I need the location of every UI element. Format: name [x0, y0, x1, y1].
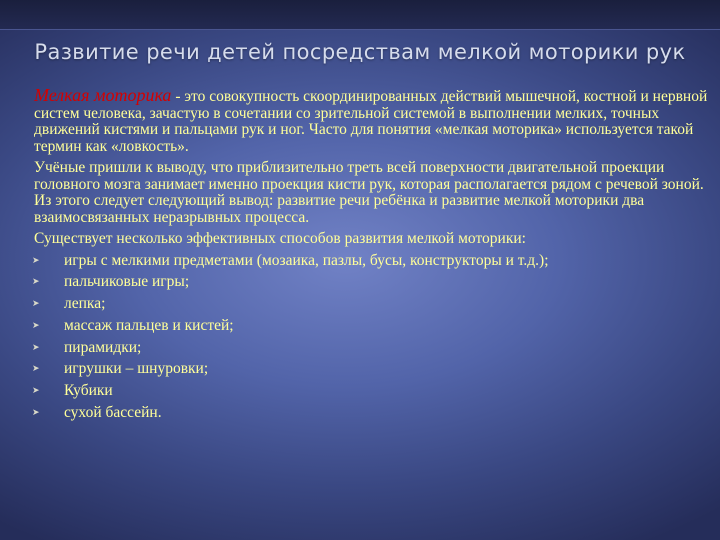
- slide-title: Развитие речи детей посредствам мелкой моторики рук: [34, 40, 686, 64]
- list-item: [34, 296, 710, 313]
- chevron-right-icon: ➤: [32, 320, 40, 331]
- list-item-text: сухой бассейн.: [64, 404, 162, 422]
- list-item: [34, 253, 710, 270]
- chevron-right-icon: ➤: [32, 299, 40, 310]
- slide-content: [34, 87, 710, 427]
- list-item-text: Кубики: [64, 382, 113, 400]
- list-item-text: лепка;: [64, 295, 106, 313]
- top-band: [0, 0, 720, 30]
- list-item-text: игры с мелкими предметами (мозаика, пазлы, бусы, конструкторы и т.д.);: [64, 251, 549, 269]
- chevron-right-icon: ➤: [32, 277, 40, 288]
- definition-text: - это совокупность скоординированных действий мышечной, костной и нервной систем человека, зачастую в сочетании со зрительной системой в выполнении мелких, точных движений кистями и пальцами рук и ног. Часто для понятия «мелкая моторика» используется такой термин как «ловкость».: [34, 88, 708, 155]
- list-item: [34, 383, 710, 400]
- list-item-text: игрушки – шнуровки;: [64, 360, 209, 378]
- chevron-right-icon: ➤: [32, 255, 40, 266]
- list-item: [34, 274, 710, 291]
- list-item: [34, 361, 710, 378]
- list-item: [34, 318, 710, 335]
- chevron-right-icon: ➤: [32, 364, 40, 375]
- list-item: [34, 405, 710, 422]
- methods-intro-paragraph: Существует несколько эффективных способов развития мелкой моторики:: [34, 230, 526, 247]
- definition-term: Мелкая моторика: [34, 85, 172, 105]
- list-item: [34, 340, 710, 357]
- chevron-right-icon: ➤: [32, 342, 40, 353]
- research-paragraph: Учёные пришли к выводу, что приблизительно треть всей поверхности двигательной проекции головного мозга занимает именно проекция кисти рук, которая располагается рядом с речевой зоной. Из этого следует следующий вывод: развитие речи ребёнка и развитие мелкой моторики два взаимосвязанных неразрывных процесса.: [34, 159, 704, 226]
- definition-paragraph: [34, 87, 710, 155]
- top-band-divider: [0, 29, 720, 30]
- list-item-text: пирамидки;: [64, 338, 142, 356]
- chevron-right-icon: ➤: [32, 386, 40, 397]
- list-item-text: пальчиковые игры;: [64, 273, 190, 291]
- methods-list: [34, 253, 710, 422]
- chevron-right-icon: ➤: [32, 408, 40, 419]
- list-item-text: массаж пальцев и кистей;: [64, 316, 234, 334]
